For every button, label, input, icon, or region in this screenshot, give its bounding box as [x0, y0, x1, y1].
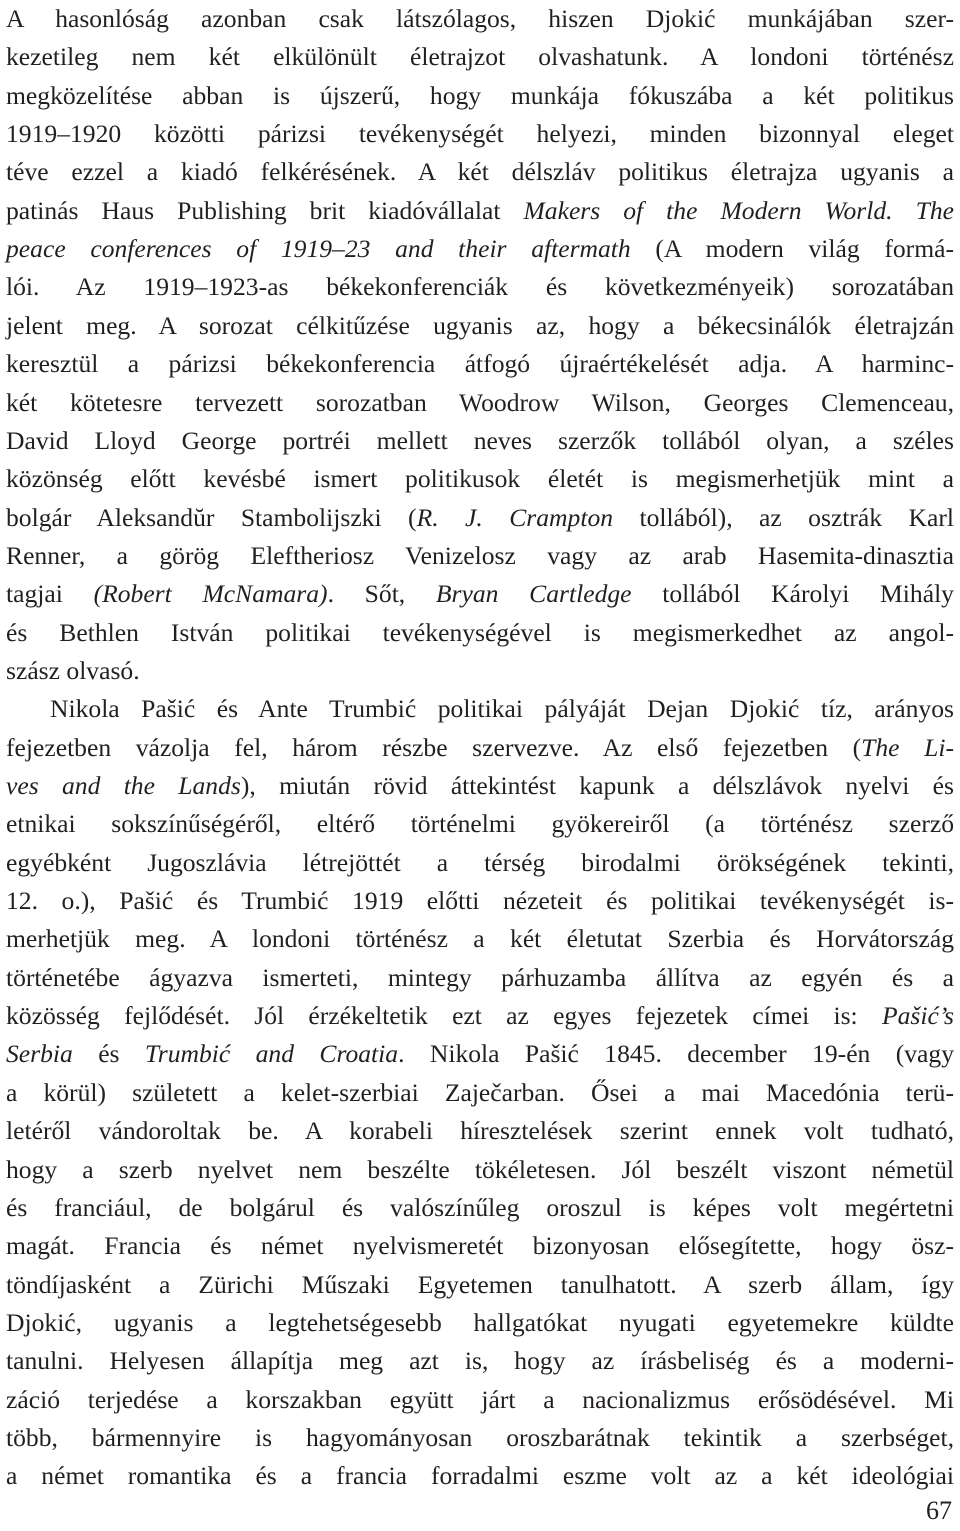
text-line: [6, 1381, 954, 1419]
text-segment: kezetileg nem két elkülönült életrajzot olvashatunk. A londoni történész: [6, 42, 954, 72]
text-segment: Renner, a görög Eleftheriosz Venizelosz vagy az arab Hasemita-dinasztia: [6, 540, 954, 570]
text-segment: tollából Károlyi Mihály: [631, 579, 954, 609]
text-segment: (A modern világ formá-: [630, 234, 954, 264]
text-line: [6, 997, 954, 1035]
text-line: [6, 1457, 954, 1495]
page-number: 67: [926, 1496, 952, 1525]
text-segment: és: [72, 1039, 145, 1069]
text-segment: A hasonlóság azonban csak látszólagos, hiszen Djokić munkájában szer-: [6, 4, 954, 33]
italic-text-segment: The Li-: [861, 732, 954, 762]
text-segment: ), miután rövid áttekintést kapunk a délszlávok nyelvi és: [240, 771, 954, 800]
italic-text-segment: ves and the Lands: [6, 771, 241, 800]
text-segment: David Lloyd George portréi mellett neves szerzők tollából olyan, a széles: [6, 425, 954, 455]
text-segment: téve ezzel a kiadó felkérésének. A két délszláv politikus életrajza ugyanis a: [6, 157, 954, 187]
text-line: [6, 1227, 954, 1265]
text-line: [6, 192, 954, 230]
text-line: [6, 614, 954, 652]
text-line: [6, 1189, 954, 1227]
text-segment: tagjai: [6, 579, 94, 609]
text-segment: magát. Francia és német nyelvismeretét bizonyosan elősegítette, hogy ösz-: [6, 1231, 954, 1261]
text-line: [6, 0, 954, 38]
text-segment: közönség előtt kevésbé ismert politikusok életét is megismerhetjük mint a: [6, 464, 954, 494]
text-line: [6, 153, 954, 191]
text-line: [6, 690, 954, 728]
text-line: [6, 767, 954, 805]
text-line: [6, 652, 954, 690]
text-line: [6, 1112, 954, 1150]
text-segment: töndíjasként a Zürichi Műszaki Egyetemen tanulhatott. A szerb állam, így: [6, 1269, 954, 1299]
italic-text-segment: Makers of the Modern World. The: [523, 195, 954, 225]
text-segment: . Sőt,: [327, 579, 436, 609]
text-line: [6, 422, 954, 460]
text-line: [6, 1342, 954, 1380]
text-line: [6, 1266, 954, 1304]
text-segment: Djokić, ugyanis a legtehetségesebb hallgatókat nyugati egyetemekre küldte: [6, 1307, 954, 1337]
text-line: [6, 230, 954, 268]
text-line: [6, 268, 954, 306]
text-line: [6, 460, 954, 498]
text-segment: záció terjedése a korszakban együtt járt a nacionalizmus erősödésével. Mi: [6, 1384, 954, 1414]
text-line: [6, 805, 954, 843]
text-segment: a német romantika és a francia forradalmi eszme volt az a két ideológiai: [6, 1461, 954, 1491]
text-segment: keresztül a párizsi békekonferencia átfogó újraértékelését adja. A harminc-: [6, 349, 954, 379]
text-segment: jelent meg. A sorozat célkitűzése ugyanis az, hogy a békecsinálók életrajzán: [6, 310, 954, 340]
text-segment: tanulni. Helyesen állapítja meg azt is, hogy az írásbeliség és a moderni-: [6, 1346, 954, 1376]
text-line: [6, 1419, 954, 1457]
italic-text-segment: R. J. Crampton: [416, 502, 614, 532]
text-segment: merhetjük meg. A londoni történész a két életutat Szerbia és Horvátország: [6, 924, 954, 954]
text-segment: . Nikola Pašić 1845. december 19-én (vagy: [398, 1039, 954, 1069]
text-line: [6, 537, 954, 575]
italic-text-segment: Trumbić and Croatia: [144, 1039, 399, 1069]
text-line: [6, 1035, 954, 1073]
text-segment: Nikola Pašić és Ante Trumbić politikai pályáját Dejan Djokić tíz, arányos: [50, 694, 954, 724]
text-segment: hogy a szerb nyelvet nem beszélte tökéletesen. Jól beszélt viszont németül: [6, 1154, 954, 1184]
text-segment: szász olvasó.: [6, 655, 140, 685]
italic-text-segment: Serbia: [6, 1039, 73, 1069]
italic-text-segment: Bryan Cartledge: [435, 579, 632, 609]
text-line: [6, 307, 954, 345]
text-line: [6, 844, 954, 882]
text-segment: két kötetesre tervezett sorozatban Woodrow Wilson, Georges Clemenceau,: [6, 387, 954, 417]
text-segment: patinás Haus Publishing brit kiadóvállalat: [6, 195, 524, 225]
text-segment: a körül) született a kelet-szerbiai Zaječarban. Ősei a mai Macedónia terü-: [6, 1077, 954, 1107]
italic-text-segment: peace conferences of 1919–23 and their aftermath: [6, 234, 631, 264]
text-segment: 12. o.), Pašić és Trumbić 1919 előtti nézeteit és politikai tevékenységét is-: [6, 886, 954, 916]
text-segment: bolgár Aleksandŭr Stambolijszki (: [6, 502, 417, 532]
text-segment: történetébe ágyazva ismerteti, mintegy párhuzamba állítva az egyén és a: [6, 962, 954, 992]
text-line: [6, 920, 954, 958]
text-segment: több, bármennyire is hagyományosan oroszbarátnak tekintik a szerbséget,: [6, 1422, 954, 1452]
text-line: [6, 77, 954, 115]
italic-text-segment: Pašić’s: [881, 1001, 954, 1031]
text-segment: egyébként Jugoszlávia létrejöttét a térség birodalmi örökségének tekinti,: [6, 847, 954, 877]
text-segment: 1919–1920 közötti párizsi tevékenységét helyezi, minden bizonnyal eleget: [6, 119, 954, 149]
text-segment: és Bethlen István politikai tevékenységével is megismerkedhet az angol-: [6, 617, 954, 647]
text-segment: letéről vándoroltak be. A korabeli híresztelések szerint ennek volt tudható,: [6, 1116, 954, 1146]
text-segment: közösség fejlődését. Jól érzékeltetik ezt az egyes fejezetek címei is:: [6, 1001, 882, 1031]
text-line: [6, 499, 954, 537]
text-line: [6, 345, 954, 383]
text-line: [6, 1304, 954, 1342]
text-line: [6, 729, 954, 767]
text-line: [6, 1074, 954, 1112]
text-segment: megközelítése abban is újszerű, hogy munkája fókuszába a két politikus: [6, 80, 954, 110]
italic-text-segment: (Robert McNamara): [93, 579, 328, 609]
text-line: [6, 38, 954, 76]
text-segment: fejezetben vázolja fel, három részbe szervezve. Az első fejezetben (: [6, 732, 862, 762]
text-line: [6, 959, 954, 997]
text-segment: lói. Az 1919–1923-as békekonferenciák és következményeik) sorozatában: [6, 272, 954, 302]
text-line: [6, 882, 954, 920]
text-segment: tollából), az osztrák Karl: [613, 502, 955, 532]
text-line: [6, 115, 954, 153]
text-segment: és franciául, de bolgárul és valószínűleg oroszul is képes volt megértetni: [6, 1192, 954, 1222]
text-line: [6, 1151, 954, 1189]
text-line: [6, 384, 954, 422]
document-page: [6, 0, 954, 1531]
text-line: [6, 575, 954, 613]
text-segment: etnikai sokszínűségéről, eltérő történelmi gyökereiről (a történész szerző: [6, 809, 954, 839]
